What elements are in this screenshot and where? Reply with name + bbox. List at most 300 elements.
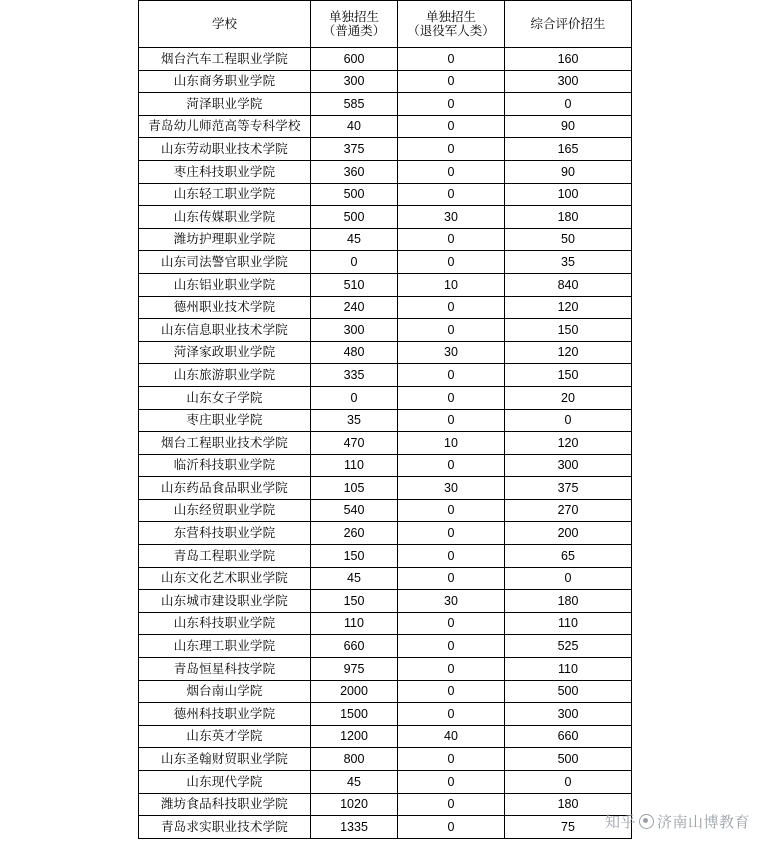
cell-danpu-count-value: 600 <box>343 51 365 66</box>
school-name: 德州科技职业学院 <box>173 706 276 721</box>
table-row <box>139 793 632 816</box>
cell-tuiyi-count <box>398 454 505 477</box>
cell-tuiyi-count <box>398 273 505 296</box>
school-name: 山东轻工职业学院 <box>173 187 276 202</box>
cell-tuiyi-count-value: 0 <box>447 390 455 405</box>
cell-zonghe-count-value: 75 <box>561 819 575 834</box>
cell-school <box>139 499 311 522</box>
cell-zonghe-count <box>505 160 632 183</box>
cell-danpu-count-value: 375 <box>343 141 365 156</box>
cell-danpu-count-value: 105 <box>343 480 365 495</box>
school-name: 烟台南山学院 <box>186 684 263 699</box>
cell-danpu-count-value: 110 <box>344 616 364 631</box>
table-row <box>139 635 632 658</box>
cell-danpu-count-value: 240 <box>343 300 365 315</box>
school-name: 临沂科技职业学院 <box>173 458 276 473</box>
school-name: 山东药品食品职业学院 <box>160 480 288 495</box>
cell-zonghe-count <box>505 635 632 658</box>
cell-tuiyi-count <box>398 725 505 748</box>
cell-tuiyi-count <box>398 48 505 71</box>
cell-tuiyi-count-value: 10 <box>444 435 458 450</box>
cell-school <box>139 612 311 635</box>
cell-school <box>139 386 311 409</box>
cell-tuiyi-count-value: 30 <box>444 593 458 608</box>
school-name: 德州职业技术学院 <box>173 300 276 315</box>
cell-tuiyi-count <box>398 703 505 726</box>
cell-tuiyi-count-value: 0 <box>447 684 455 699</box>
cell-tuiyi-count-value: 0 <box>447 503 455 518</box>
table-row <box>139 70 632 93</box>
cell-school <box>139 590 311 613</box>
table-row <box>139 386 632 409</box>
cell-danpu-count-value: 540 <box>343 503 365 518</box>
cell-school <box>139 251 311 274</box>
cell-tuiyi-count-value: 0 <box>447 74 455 89</box>
cell-danpu-count <box>311 206 398 229</box>
table-row <box>139 680 632 703</box>
cell-danpu-count-value: 300 <box>343 74 365 89</box>
cell-school <box>139 725 311 748</box>
cell-school <box>139 658 311 681</box>
column-header-zonghe-line1: 综合评价招生 <box>530 16 606 31</box>
table-row <box>139 590 632 613</box>
cell-danpu-count-value: 660 <box>343 639 365 654</box>
cell-tuiyi-count-value: 30 <box>444 345 458 360</box>
cell-danpu-count <box>311 160 398 183</box>
cell-danpu-count <box>311 93 398 116</box>
column-header-zonghe <box>505 1 632 48</box>
cell-tuiyi-count <box>398 499 505 522</box>
cell-zonghe-count-value: 120 <box>557 345 579 360</box>
table-row <box>139 138 632 161</box>
cell-school <box>139 48 311 71</box>
table-row <box>139 816 632 839</box>
cell-school <box>139 183 311 206</box>
cell-tuiyi-count-value: 0 <box>447 661 455 676</box>
cell-zonghe-count-value: 90 <box>561 119 575 134</box>
cell-tuiyi-count-value: 0 <box>447 526 455 541</box>
cell-zonghe-count <box>505 251 632 274</box>
cell-tuiyi-count <box>398 522 505 545</box>
cell-zonghe-count <box>505 522 632 545</box>
table-row <box>139 341 632 364</box>
cell-danpu-count <box>311 454 398 477</box>
cell-danpu-count <box>311 635 398 658</box>
table-row <box>139 206 632 229</box>
cell-danpu-count <box>311 522 398 545</box>
cell-danpu-count-value: 360 <box>343 164 365 179</box>
table-row <box>139 228 632 251</box>
school-name: 山东现代学院 <box>186 774 263 789</box>
cell-danpu-count <box>311 409 398 432</box>
cell-tuiyi-count <box>398 138 505 161</box>
watermark <box>605 811 750 832</box>
cell-tuiyi-count-value: 0 <box>447 774 455 789</box>
cell-danpu-count-value: 300 <box>343 322 365 337</box>
table-row <box>139 658 632 681</box>
cell-zonghe-count-value: 300 <box>557 458 579 473</box>
cell-zonghe-count-value: 150 <box>557 367 579 382</box>
cell-school <box>139 364 311 387</box>
cell-zonghe-count-value: 300 <box>557 74 579 89</box>
table-header-row <box>139 1 632 48</box>
column-header-tuiyi-line1: 单独招生 <box>425 9 476 24</box>
cell-danpu-count <box>311 499 398 522</box>
table-row <box>139 499 632 522</box>
cell-zonghe-count <box>505 273 632 296</box>
admissions-table <box>138 0 632 839</box>
cell-zonghe-count-value: 0 <box>564 774 572 789</box>
cell-tuiyi-count <box>398 793 505 816</box>
school-name: 潍坊食品科技职业学院 <box>160 797 288 812</box>
cell-zonghe-count-value: 150 <box>557 322 579 337</box>
cell-tuiyi-count-value: 0 <box>447 797 455 812</box>
cell-tuiyi-count <box>398 590 505 613</box>
cell-zonghe-count-value: 35 <box>561 254 575 269</box>
cell-danpu-count-value: 585 <box>343 96 365 111</box>
cell-tuiyi-count-value: 30 <box>444 480 458 495</box>
cell-zonghe-count <box>505 341 632 364</box>
cell-danpu-count <box>311 115 398 138</box>
cell-danpu-count-value: 975 <box>343 661 365 676</box>
cell-danpu-count <box>311 748 398 771</box>
column-header-school <box>139 1 311 48</box>
table-row <box>139 48 632 71</box>
cell-danpu-count <box>311 432 398 455</box>
cell-school <box>139 409 311 432</box>
cell-tuiyi-count-value: 0 <box>447 548 455 563</box>
cell-tuiyi-count <box>398 635 505 658</box>
column-header-tuiyi <box>398 1 505 48</box>
school-name: 青岛求实职业技术学院 <box>160 819 288 834</box>
cell-school <box>139 341 311 364</box>
cell-school <box>139 160 311 183</box>
cell-tuiyi-count-value: 0 <box>447 96 455 111</box>
cell-tuiyi-count <box>398 183 505 206</box>
cell-danpu-count <box>311 138 398 161</box>
cell-tuiyi-count <box>398 319 505 342</box>
cell-danpu-count <box>311 477 398 500</box>
school-name: 山东铝业职业学院 <box>173 277 276 292</box>
cell-zonghe-count <box>505 590 632 613</box>
cell-danpu-count-value: 2000 <box>340 684 368 699</box>
cell-school <box>139 273 311 296</box>
cell-school <box>139 545 311 568</box>
cell-school <box>139 793 311 816</box>
table-row <box>139 545 632 568</box>
cell-zonghe-count-value: 110 <box>558 616 578 631</box>
cell-tuiyi-count <box>398 251 505 274</box>
cell-zonghe-count <box>505 409 632 432</box>
cell-school <box>139 115 311 138</box>
cell-zonghe-count-value: 270 <box>557 503 579 518</box>
cell-tuiyi-count-value: 0 <box>447 706 455 721</box>
school-name: 东营科技职业学院 <box>173 526 276 541</box>
cell-tuiyi-count <box>398 658 505 681</box>
cell-danpu-count <box>311 273 398 296</box>
cell-zonghe-count-value: 375 <box>557 480 579 495</box>
school-name: 山东理工职业学院 <box>173 639 276 654</box>
cell-zonghe-count-value: 50 <box>561 232 575 247</box>
table-row <box>139 93 632 116</box>
cell-zonghe-count <box>505 364 632 387</box>
cell-school <box>139 296 311 319</box>
cell-tuiyi-count <box>398 228 505 251</box>
cell-danpu-count <box>311 612 398 635</box>
cell-danpu-count <box>311 296 398 319</box>
watermark-author: 济南山博教育 <box>656 814 750 831</box>
cell-danpu-count <box>311 386 398 409</box>
cell-danpu-count-value: 150 <box>343 548 365 563</box>
cell-zonghe-count <box>505 319 632 342</box>
cell-tuiyi-count-value: 0 <box>447 819 455 834</box>
cell-danpu-count <box>311 703 398 726</box>
cell-zonghe-count-value: 840 <box>557 277 579 292</box>
watermark-platform: 知乎 <box>604 814 636 831</box>
cell-zonghe-count-value: 0 <box>564 571 572 586</box>
cell-zonghe-count <box>505 48 632 71</box>
cell-danpu-count-value: 0 <box>350 390 358 405</box>
cell-tuiyi-count-value: 0 <box>447 254 455 269</box>
cell-tuiyi-count-value: 0 <box>447 300 455 315</box>
table-row <box>139 319 632 342</box>
cell-danpu-count <box>311 545 398 568</box>
cell-tuiyi-count <box>398 748 505 771</box>
table-row <box>139 273 632 296</box>
cell-zonghe-count <box>505 386 632 409</box>
cell-danpu-count-value: 480 <box>343 345 365 360</box>
cell-tuiyi-count-value: 0 <box>447 322 455 337</box>
school-name: 山东文化艺术职业学院 <box>160 571 288 586</box>
school-name: 山东科技职业学院 <box>173 616 276 631</box>
cell-danpu-count <box>311 228 398 251</box>
column-header-school-line1: 学校 <box>211 16 237 31</box>
cell-zonghe-count-value: 525 <box>557 639 579 654</box>
cell-danpu-count <box>311 567 398 590</box>
cell-danpu-count-value: 510 <box>343 277 365 292</box>
cell-tuiyi-count <box>398 409 505 432</box>
cell-school <box>139 454 311 477</box>
table-row <box>139 612 632 635</box>
cell-zonghe-count <box>505 748 632 771</box>
cell-zonghe-count <box>505 432 632 455</box>
cell-danpu-count-value: 500 <box>343 209 365 224</box>
column-header-danpu <box>311 1 398 48</box>
cell-tuiyi-count <box>398 545 505 568</box>
cell-danpu-count <box>311 658 398 681</box>
cell-danpu-count <box>311 319 398 342</box>
cell-zonghe-count <box>505 93 632 116</box>
cell-tuiyi-count-value: 30 <box>444 209 458 224</box>
table-row <box>139 725 632 748</box>
school-name: 山东城市建设职业学院 <box>160 593 288 608</box>
cell-zonghe-count-value: 180 <box>557 209 579 224</box>
cell-tuiyi-count-value: 0 <box>447 232 455 247</box>
cell-school <box>139 319 311 342</box>
table-row <box>139 748 632 771</box>
cell-danpu-count-value: 1335 <box>340 819 368 834</box>
school-name: 山东司法警官职业学院 <box>160 254 288 269</box>
cell-tuiyi-count-value: 0 <box>447 639 455 654</box>
school-name: 山东圣翰财贸职业学院 <box>160 752 288 767</box>
cell-tuiyi-count-value: 0 <box>447 51 455 66</box>
cell-tuiyi-count <box>398 680 505 703</box>
cell-tuiyi-count <box>398 93 505 116</box>
cell-school <box>139 206 311 229</box>
cell-danpu-count-value: 1020 <box>340 797 368 812</box>
table-row <box>139 409 632 432</box>
cell-zonghe-count-value: 65 <box>561 548 575 563</box>
school-name: 青岛恒星科技学院 <box>173 661 276 676</box>
cell-zonghe-count <box>505 612 632 635</box>
cell-tuiyi-count <box>398 160 505 183</box>
cell-tuiyi-count-value: 0 <box>447 141 455 156</box>
school-name: 菏泽职业学院 <box>186 96 263 111</box>
cell-danpu-count-value: 500 <box>343 187 365 202</box>
cell-tuiyi-count <box>398 612 505 635</box>
cell-zonghe-count <box>505 477 632 500</box>
cell-danpu-count <box>311 70 398 93</box>
cell-danpu-count <box>311 251 398 274</box>
school-name: 山东传媒职业学院 <box>173 209 276 224</box>
cell-tuiyi-count-value: 0 <box>447 458 455 473</box>
cell-danpu-count <box>311 364 398 387</box>
cell-zonghe-count-value: 0 <box>564 96 572 111</box>
cell-zonghe-count <box>505 228 632 251</box>
table-row <box>139 477 632 500</box>
cell-school <box>139 567 311 590</box>
cell-zonghe-count-value: 160 <box>557 51 579 66</box>
cell-danpu-count-value: 40 <box>347 119 361 134</box>
cell-tuiyi-count <box>398 477 505 500</box>
cell-tuiyi-count-value: 0 <box>447 187 455 202</box>
school-name: 枣庄职业学院 <box>186 413 263 428</box>
cell-zonghe-count-value: 120 <box>557 300 579 315</box>
school-name: 烟台汽车工程职业学院 <box>160 51 288 66</box>
cell-zonghe-count-value: 660 <box>557 729 579 744</box>
cell-tuiyi-count <box>398 364 505 387</box>
cell-tuiyi-count-value: 40 <box>444 729 458 744</box>
school-name: 青岛幼儿师范高等专科学校 <box>148 119 301 134</box>
cell-tuiyi-count <box>398 341 505 364</box>
cell-zonghe-count <box>505 703 632 726</box>
cell-tuiyi-count-value: 0 <box>447 616 455 631</box>
cell-tuiyi-count-value: 0 <box>447 164 455 179</box>
school-name: 山东旅游职业学院 <box>173 367 276 382</box>
cell-zonghe-count <box>505 545 632 568</box>
cell-danpu-count-value: 110 <box>344 458 364 473</box>
cell-danpu-count <box>311 725 398 748</box>
cell-danpu-count-value: 260 <box>343 526 365 541</box>
cell-zonghe-count-value: 90 <box>561 164 575 179</box>
school-name: 山东英才学院 <box>186 729 263 744</box>
cell-zonghe-count-value: 500 <box>557 752 579 767</box>
cell-tuiyi-count-value: 0 <box>447 752 455 767</box>
cell-tuiyi-count-value: 10 <box>444 277 458 292</box>
cell-tuiyi-count <box>398 206 505 229</box>
table-row <box>139 160 632 183</box>
table-row <box>139 183 632 206</box>
cell-danpu-count <box>311 771 398 794</box>
cell-school <box>139 432 311 455</box>
cell-zonghe-count <box>505 296 632 319</box>
cell-school <box>139 477 311 500</box>
cell-zonghe-count <box>505 70 632 93</box>
cell-danpu-count-value: 470 <box>343 435 365 450</box>
cell-school <box>139 771 311 794</box>
cell-school <box>139 748 311 771</box>
cell-school <box>139 703 311 726</box>
cell-danpu-count-value: 0 <box>350 254 358 269</box>
school-name: 菏泽家政职业学院 <box>173 345 276 360</box>
cell-danpu-count <box>311 341 398 364</box>
cell-zonghe-count <box>505 138 632 161</box>
cell-danpu-count-value: 45 <box>347 571 361 586</box>
cell-school <box>139 93 311 116</box>
cell-zonghe-count <box>505 680 632 703</box>
cell-tuiyi-count <box>398 771 505 794</box>
column-header-danpu-line2: （普通类） <box>322 24 386 38</box>
cell-zonghe-count <box>505 183 632 206</box>
table-row <box>139 703 632 726</box>
column-header-danpu-line1: 单独招生 <box>328 9 379 24</box>
cell-tuiyi-count <box>398 296 505 319</box>
table-row <box>139 454 632 477</box>
school-name: 潍坊护理职业学院 <box>173 232 276 247</box>
admissions-table-container <box>138 0 631 839</box>
cell-zonghe-count-value: 110 <box>558 661 578 676</box>
table-row <box>139 771 632 794</box>
cell-zonghe-count-value: 165 <box>557 141 579 156</box>
cell-school <box>139 816 311 839</box>
cell-school <box>139 70 311 93</box>
table-row <box>139 296 632 319</box>
cell-tuiyi-count-value: 0 <box>447 367 455 382</box>
cell-tuiyi-count <box>398 115 505 138</box>
table-row <box>139 251 632 274</box>
cell-school <box>139 228 311 251</box>
cell-school <box>139 680 311 703</box>
cell-tuiyi-count <box>398 816 505 839</box>
cell-zonghe-count <box>505 725 632 748</box>
school-name: 烟台工程职业技术学院 <box>160 435 288 450</box>
cell-zonghe-count <box>505 499 632 522</box>
cell-tuiyi-count <box>398 386 505 409</box>
cell-zonghe-count-value: 300 <box>557 706 579 721</box>
cell-danpu-count-value: 335 <box>343 367 365 382</box>
table-row <box>139 522 632 545</box>
cell-zonghe-count-value: 200 <box>557 526 579 541</box>
cell-zonghe-count-value: 0 <box>564 413 572 428</box>
school-name: 山东信息职业技术学院 <box>160 322 288 337</box>
cell-zonghe-count <box>505 771 632 794</box>
cell-school <box>139 635 311 658</box>
cell-tuiyi-count-value: 0 <box>447 413 455 428</box>
cell-school <box>139 138 311 161</box>
school-name: 山东经贸职业学院 <box>173 503 276 518</box>
cell-tuiyi-count-value: 0 <box>447 119 455 134</box>
cell-tuiyi-count <box>398 70 505 93</box>
cell-zonghe-count <box>505 115 632 138</box>
cell-zonghe-count-value: 180 <box>557 797 579 812</box>
cell-danpu-count <box>311 793 398 816</box>
at-icon <box>639 814 654 829</box>
school-name: 山东商务职业学院 <box>173 74 276 89</box>
table-row <box>139 115 632 138</box>
table-row <box>139 432 632 455</box>
cell-danpu-count-value: 35 <box>347 413 361 428</box>
cell-zonghe-count <box>505 206 632 229</box>
